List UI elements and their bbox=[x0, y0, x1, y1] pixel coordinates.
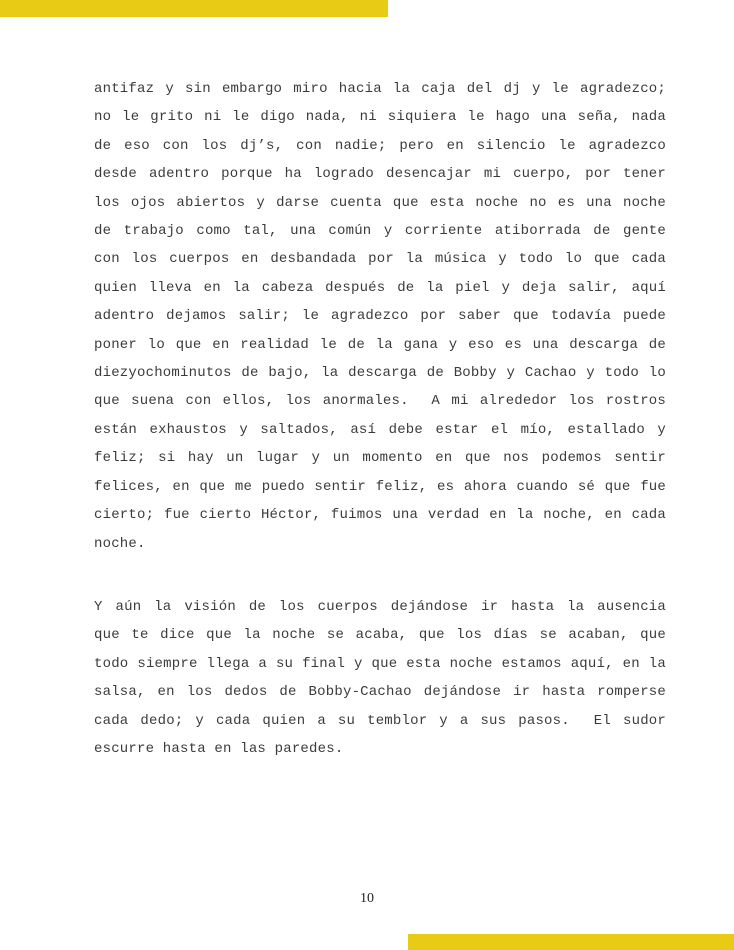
text-line: Y aún la visión de los cuerpos dejándose ir hasta la ausencia bbox=[94, 598, 666, 615]
text-line: desde adentro porque ha logrado desencajar mi cuerpo, por tener bbox=[94, 166, 666, 183]
text-line: cierto; fue cierto Héctor, fuimos una verdad en la noche, en cada bbox=[94, 507, 666, 524]
text-line: que te dice que la noche se acaba, que los días se acaban, que bbox=[94, 627, 666, 644]
text-line: feliz; si hay un lugar y un momento en que nos podemos sentir bbox=[94, 450, 666, 467]
text-line: que suena con ellos, los anormales. A mi alrededor los rostros bbox=[94, 393, 666, 410]
text-line: todo siempre llega a su final y que esta noche estamos aquí, en la bbox=[94, 655, 666, 672]
text-line: con los cuerpos en desbandada por la música y todo lo que cada bbox=[94, 251, 666, 268]
text-line: noche. bbox=[94, 535, 146, 552]
body-text bbox=[94, 75, 666, 798]
text-line: antifaz y sin embargo miro hacia la caja del dj y le agradezco; bbox=[94, 81, 666, 97]
text-line: de eso con los dj’s, con nadie; pero en silencio le agradezco bbox=[94, 137, 666, 154]
text-line: salsa, en los dedos de Bobby-Cachao dejándose ir hasta romperse bbox=[94, 684, 666, 701]
text-line: están exhaustos y saltados, así debe estar el mío, estallado y bbox=[94, 421, 666, 438]
text-line: los ojos abiertos y darse cuenta que esta noche no es una noche bbox=[94, 194, 666, 211]
text-line: adentro dejamos salir; le agradezco por saber que todavía puede bbox=[94, 308, 666, 325]
paragraph bbox=[94, 75, 666, 558]
text-line: cada dedo; y cada quien a su temblor y a sus pasos. El sudor bbox=[94, 712, 666, 729]
page-number: 10 bbox=[360, 891, 374, 906]
top-accent-bar bbox=[0, 0, 388, 17]
paragraph bbox=[94, 593, 666, 763]
bottom-accent-bar bbox=[408, 934, 734, 950]
text-line: de trabajo como tal, una común y corriente atiborrada de gente bbox=[94, 223, 666, 240]
text-line: diezyochominutos de bajo, la descarga de Bobby y Cachao y todo lo bbox=[94, 365, 666, 382]
text-line: escurre hasta en las paredes. bbox=[94, 740, 344, 757]
text-line: quien lleva en la cabeza después de la piel y deja salir, aquí bbox=[94, 279, 666, 296]
text-line: no le grito ni le digo nada, ni siquiera le hago una seña, nada bbox=[94, 109, 666, 126]
text-line: poner lo que en realidad le de la gana y eso es una descarga de bbox=[94, 336, 666, 353]
text-line: felices, en que me puedo sentir feliz, es ahora cuando sé que fue bbox=[94, 478, 666, 495]
